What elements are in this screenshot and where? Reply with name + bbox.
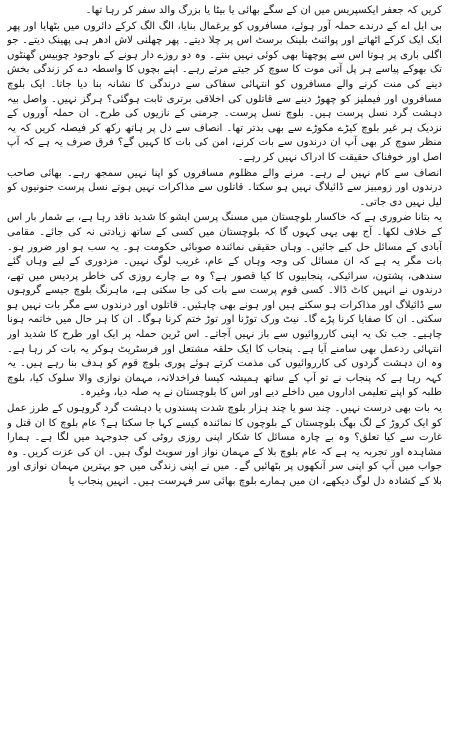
paragraph-1: کریں کہ جعفر ایکسپریس میں ان کے سگے بھائی یا بیٹا یا بزرگ والد سفر کر رہا تھا۔ [85,5,442,16]
paragraph-3: انصاف سے کام نہیں لے رہے۔ مرنے والے مظلوم مسافروں کو اپنا نہیں سمجھ رہے۔ بھائی صاحب درندوں اور زومبیز سے ڈائیلاگ نہیں ہو سکتا۔ قاتلوں سے مذاکرات نہیں ہوتے نسل پرست جنونیوں کو لیل نہیں دی جاتی۔ [7,167,442,208]
article-body [7,4,442,491]
paragraph-2: بی ایل اے کے درندے حملہ آور ہوئے، مسافروں کو یرغمال بنایا، الگ الگ کرکے دائروں میں بٹھایا اور پھر ایک ایک کرکے اٹھاتے اور پوائنٹ بلینک برسٹ اس پر چلا دیتے۔ پھر چھلنی لاش ادھر ہی پھینک دیتے۔ جو اگلی باری پر ہوتا اس سے پوچھتا بھی کوئی نہیں بنتے۔ وہ دو روزے دار ہونے کے باوجود چوبیس گھنٹوں تک بھوکے پیاسے ہر پل آتی موت کا سوچ کر جیتے مرتے رہے۔ اپنے بچوں کا واسطہ دے کر زندگی بخش دینے کی منت کرنے والے مسافروں کو انتہائی سفاکی سے درندگی کا نشانہ بنا دیا جاتا۔ ایک بلوچ مسافروں اور فیملیز کو چھوڑ دینے سے قاتلوں کی اخلاقی برتری ثابت ہوگئی؟ ہرگز نہیں۔ واصل بیہ دہشت گرد نسل پرست ہیں۔ بلوچ نسل پرست۔ جرمنی کے نازیوں کی طرح۔ ان حملہ آوروں کے نزدیک ہر غیر بلوچ کیڑے مکوڑے سے بھی بدتر تھا۔ انصاف سے دل پر ہاتھ رکھ کر فیصلہ کریں کہ یہ منظر سوچ کر بھی آپ ان درندوں سے بات کرنے، امن کی بات کا کہیں گے؟ فرق صرف یہ ہے کہ آپ اصل اور خوفناک حقیقت کا ادراک نہیں کر رہے۔ [7,20,442,163]
paragraph-4: یہ بتانا ضروری ہے کہ خاکسار بلوچستان میں مسنگ پرسن ایشو کا شدید ناقد رہا ہے، بے شمار بار اس کے خلاف لکھا۔ آج بھی یہی کہوں گا کہ بلوچستان میں کسی کے ساتھ زیادتی نہ کی جائے۔ مقامی آبادی کے مسائل حل کیے جائیں۔ وہاں حقیقی نمائندہ صوبائی حکومت ہو۔ یہ سب ہو اور ضرور ہو۔ بات مگر یہ ہے کہ ان مسائل کی وجہ وہاں کے عام، غریب لوگ نہیں۔ مزدوری کے لیے وہاں گئے سندھی، پشتون، سرائیکی، پنجابیوں کا کیا قصور ہے؟ وہ بے چارے روزی کی خاطر پردیس میں تھے، درندوں نے انہیں کاٹ ڈالا۔ کسی قوم پرست سے بات کی جا سکتی ہے، ماہرنگ بلوچ جیسے گروہوں سے ڈائیلاگ اور مذاکرات ہو سکتے ہیں اور ہونے بھی چاہئیں۔ قاتلوں اور درندوں سے مگر بات نہیں ہو سکتی۔ ان کا صفایا کرنا پڑے گا۔ نیٹ ورک توڑنا اور توڑ ختم کرنا ہوگا۔ ان کا ہر حال میں خاتمہ ہونا چاہیے۔ جب تک یہ اپنی کارروائیوں سے باز نہیں آجاتے۔ اس ٹرین حملہ پر ایک اور طرح کا شدید اور انتہائی ردعمل بھی سامنے آیا ہے۔ پنجاب کا ایک حلقہ مشتعل اور فرسٹریٹ ہوکر یہ بات کر رہا ہے۔ وہ ان دہشت گردوں کی کارروائیوں کی مذمت کرتے ہوئے پوری بلوچ قوم کو ہدف بنا رہے ہیں۔ یہ کہہ رہا ہے کہ پنجاب نے تو آپ کے ساتھ ہمیشہ کیسا فراخدلانہ، مہمان نوازی والا سلوک کیا، بلوچ طلبہ کو اپنے تعلیمی اداروں میں داخلے دیے اور اس کا بلوچستان نے یہ صلہ دیا، وغیرہ۔ [7,212,442,399]
paragraph-5: یہ بات بھی درست نہیں۔ چند سو یا چند ہزار بلوچ شدت پسندوں یا دہشت گرد گروہوں کے طرز عمل کو ایک کروڑ کے لگ بھگ بلوچستان کے بلوچوں کا نمائندہ کیسے کہا جا سکتا ہے؟ عام بلوچ کا ان قتل و غارت سے کیا تعلق؟ وہ بے چارہ مسائل کا شکار اپنی روزی روٹی کی جدوجہد میں لگا ہے۔ ہمارا مشاہدہ اور تجربہ یہ ہے کہ عام بلوچ بلا کے مہمان نواز اور سویٹ لوگ ہیں۔ ان کی عزت کریں۔ وہ جواب میں آپ کو اپنی سر آنکھوں پر بٹھائیں گے۔ میں نے اپنی زندگی میں جو بہترین مہمان نوازی اور بلا کے کشادہ دل لوگ دیکھے، ان میں ہمارے بلوچ بھائی سر فہرست ہیں۔ انہیں پنجاب یا [7,403,442,487]
